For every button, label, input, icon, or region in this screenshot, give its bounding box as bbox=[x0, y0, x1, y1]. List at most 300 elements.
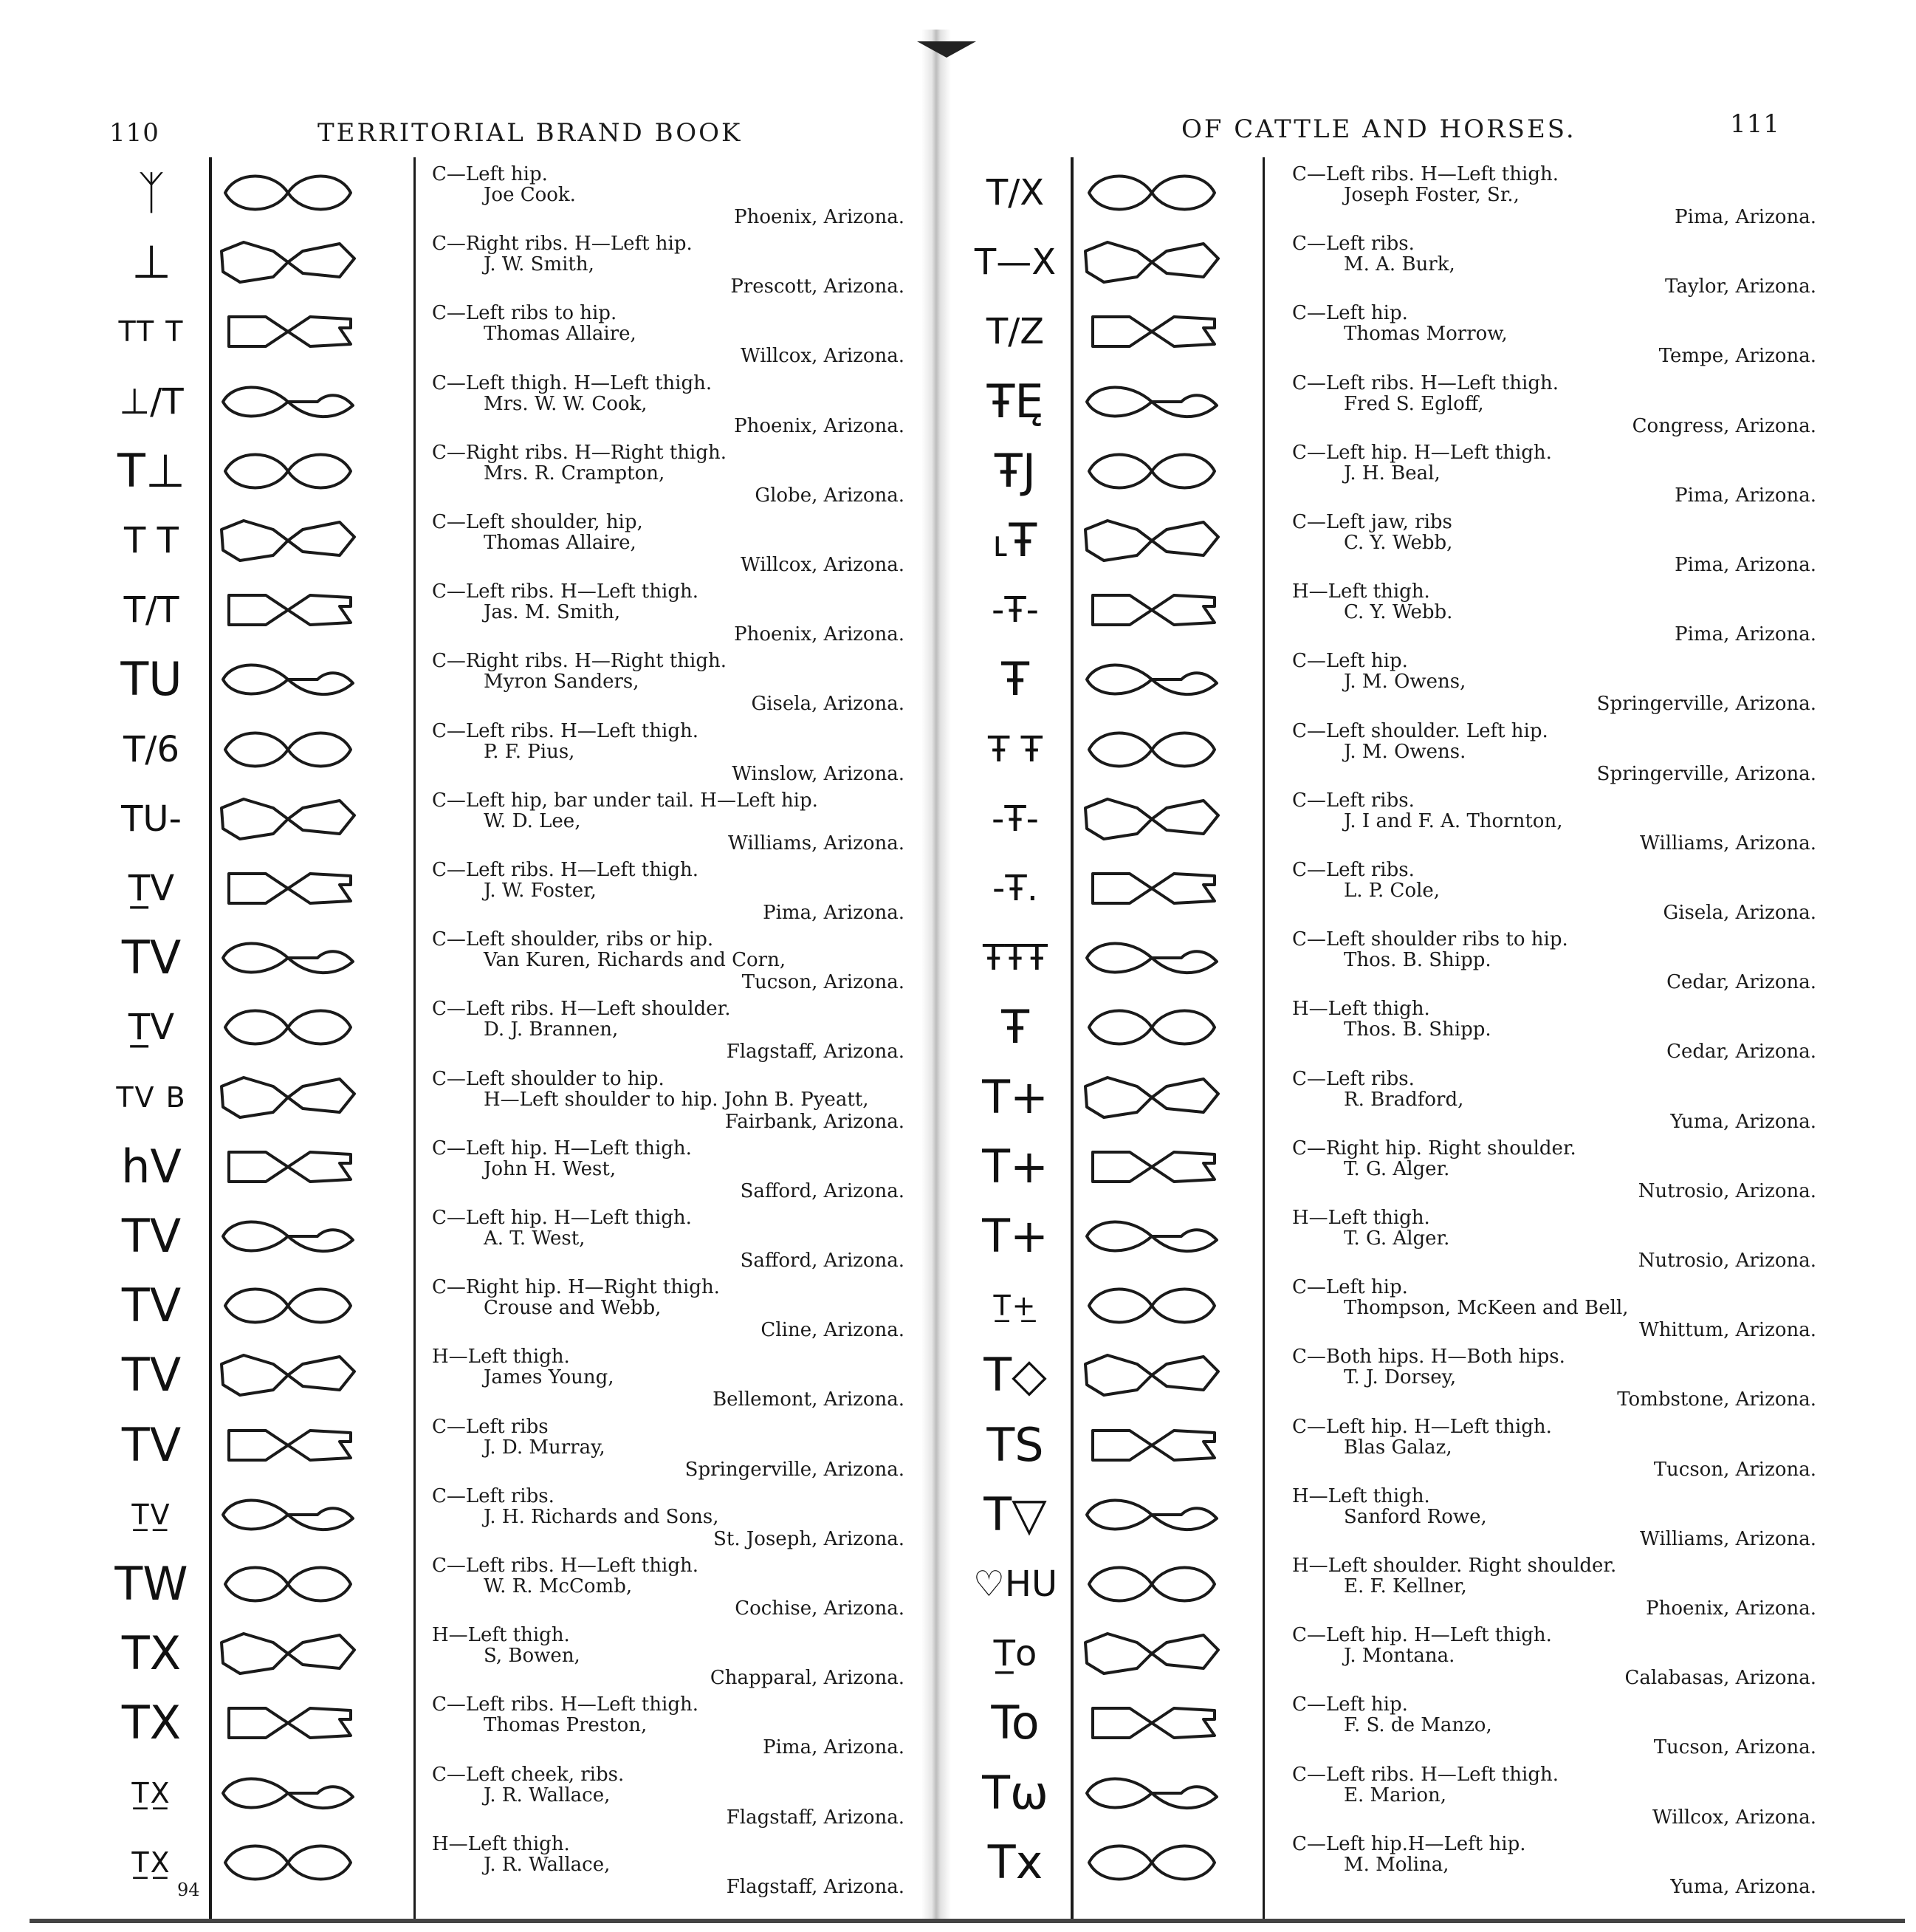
owner-location: Springerville, Arizona. bbox=[1596, 693, 1816, 716]
hide-diagram bbox=[214, 1489, 362, 1544]
owner-name: Myron Sanders, bbox=[484, 671, 639, 693]
mark-location: C—Left ribs. H—Left thigh. bbox=[1292, 163, 1559, 185]
brand-mark: TV bbox=[121, 1209, 182, 1263]
brand-entry bbox=[1292, 1834, 1816, 1903]
owner-name: J. I and F. A. Thornton, bbox=[1344, 809, 1563, 832]
owner-name: T. G. Alger. bbox=[1344, 1157, 1450, 1180]
brand-mark: T̲+̲ bbox=[993, 1289, 1037, 1323]
mark-location: H—Left thigh. bbox=[1292, 998, 1430, 1021]
owner-location: Pima, Arizona. bbox=[1675, 554, 1816, 576]
hide-diagram bbox=[214, 932, 362, 987]
brand-mark: TU- bbox=[121, 798, 182, 840]
brand-entry bbox=[1292, 1417, 1816, 1486]
owner-name: Joseph Foster, Sr., bbox=[1344, 184, 1520, 206]
owner-name: Mrs. R. Crampton, bbox=[484, 462, 665, 484]
brand-mark: ᛉ bbox=[137, 165, 165, 219]
owner-name: J. M. Owens, bbox=[1344, 671, 1466, 693]
owner-location: Flagstaff, Arizona. bbox=[726, 1875, 904, 1898]
hide-diagram bbox=[214, 1419, 362, 1474]
owner-name: Crouse and Webb, bbox=[484, 1297, 662, 1320]
owner-name: J. M. Owens. bbox=[1344, 740, 1466, 763]
brand-mark: T/T bbox=[123, 589, 179, 631]
brand-entry bbox=[432, 1834, 904, 1903]
owner-location: Phoenix, Arizona. bbox=[734, 206, 904, 228]
mark-location: C—Left ribs. H—Left thigh. bbox=[432, 859, 698, 881]
mark-location: C—Left ribs. H—Left thigh. bbox=[432, 1555, 698, 1577]
owner-name: Thompson, McKeen and Bell, bbox=[1344, 1297, 1629, 1320]
owner-location: Yuma, Arizona. bbox=[1670, 1875, 1816, 1898]
brand-entry bbox=[432, 651, 904, 720]
owner-location: Bellemont, Arizona. bbox=[713, 1388, 904, 1411]
mark-location: C—Left hip. H—Left thigh. bbox=[1292, 1415, 1552, 1438]
brand-mark: TV bbox=[121, 1278, 182, 1333]
owner-name: W. R. McComb, bbox=[484, 1575, 633, 1597]
owner-name: E. Marion, bbox=[1344, 1784, 1447, 1806]
owner-name: Thos. B. Shipp. bbox=[1344, 1018, 1491, 1041]
owner-name: J. W. Smith, bbox=[484, 253, 594, 276]
mark-location: H—Left shoulder. Right shoulder. bbox=[1292, 1555, 1617, 1577]
owner-name: A. T. West, bbox=[484, 1227, 586, 1250]
owner-location: Pima, Arizona. bbox=[1675, 623, 1816, 646]
mark-location: C—Left hip, bar under tail. H—Left hip. bbox=[432, 789, 818, 812]
hide-diagram bbox=[1078, 1558, 1226, 1613]
hide-diagram bbox=[214, 1141, 362, 1196]
owner-location: Globe, Arizona. bbox=[755, 484, 904, 507]
owner-name: F. S. de Manzo, bbox=[1344, 1714, 1492, 1737]
owner-name: P. F. Pius, bbox=[484, 740, 575, 763]
mark-location: C—Left ribs. H—Left thigh. bbox=[432, 1693, 698, 1716]
mark-location: C—Left hip.H—Left hip. bbox=[1292, 1832, 1526, 1855]
owner-name: T. G. Alger. bbox=[1344, 1227, 1450, 1250]
brand-mark: T+ bbox=[982, 1139, 1048, 1193]
brand-mark: T+ bbox=[982, 1209, 1048, 1263]
owner-location: Cedar, Arizona. bbox=[1666, 971, 1816, 994]
page-number-left: 110 bbox=[109, 118, 159, 148]
mark-location: C—Left ribs. H—Left thigh. bbox=[432, 719, 698, 742]
brand-entry bbox=[432, 790, 904, 860]
brand-mark: T̲V̲ bbox=[131, 1498, 171, 1531]
brand-mark: T̲o bbox=[993, 1633, 1037, 1675]
owner-location: Phoenix, Arizona. bbox=[1646, 1597, 1816, 1620]
owner-location: Safford, Arizona. bbox=[740, 1179, 904, 1202]
owner-location: Cline, Arizona. bbox=[760, 1319, 904, 1342]
mark-location: C—Right hip. H—Right thigh. bbox=[432, 1276, 720, 1299]
hide-diagram bbox=[1078, 1837, 1226, 1891]
hide-diagram bbox=[1078, 167, 1226, 222]
hide-diagram bbox=[214, 236, 362, 291]
hide-diagram bbox=[214, 1280, 362, 1335]
brand-entry bbox=[1292, 651, 1816, 720]
brand-mark: T/X bbox=[986, 172, 1045, 213]
owner-location: Willcox, Arizona. bbox=[1652, 1806, 1816, 1829]
brand-entry bbox=[1292, 860, 1816, 929]
mark-location: C—Left shoulder ribs to hip. bbox=[1292, 928, 1568, 951]
hide-diagram bbox=[214, 1697, 362, 1752]
owner-location: Safford, Arizona. bbox=[740, 1250, 904, 1272]
owner-name: H—Left shoulder to hip. John B. Pyeatt, bbox=[484, 1088, 869, 1111]
owner-name: Thomas Allaire, bbox=[484, 323, 636, 346]
owner-location: Willcox, Arizona. bbox=[740, 554, 904, 576]
brand-entry bbox=[432, 1208, 904, 1277]
owner-location: Phoenix, Arizona. bbox=[734, 623, 904, 646]
mark-location: C—Left thigh. H—Left thigh. bbox=[432, 371, 713, 394]
owner-location: Tombstone, Arizona. bbox=[1617, 1388, 1816, 1411]
hide-diagram bbox=[1078, 376, 1226, 431]
owner-location: Cedar, Arizona. bbox=[1666, 1041, 1816, 1063]
brand-entry bbox=[1292, 233, 1816, 303]
brand-entry bbox=[432, 1277, 904, 1346]
hide-diagram bbox=[1078, 932, 1226, 987]
owner-location: Nutrosio, Arizona. bbox=[1638, 1250, 1816, 1272]
brand-entry bbox=[432, 721, 904, 790]
owner-location: Springerville, Arizona. bbox=[1596, 762, 1816, 785]
mark-location: C—Left ribs. bbox=[1292, 1067, 1415, 1090]
brand-entry bbox=[1292, 1208, 1816, 1277]
hide-diagram bbox=[1078, 863, 1226, 917]
brand-mark: T̲V bbox=[128, 1007, 175, 1049]
mark-location: C—Left ribs. H—Left thigh. bbox=[1292, 1763, 1559, 1786]
owner-name: D. J. Brannen, bbox=[484, 1018, 619, 1041]
mark-location: C—Left ribs to hip. bbox=[432, 302, 617, 325]
hide-diagram bbox=[214, 515, 362, 569]
page-right bbox=[938, 0, 1916, 1932]
brand-mark: TU bbox=[120, 652, 182, 707]
hide-diagram bbox=[214, 445, 362, 500]
brand-mark: TX bbox=[121, 1626, 182, 1681]
brand-entry bbox=[1292, 1625, 1816, 1694]
brand-mark: T̲X̲ bbox=[131, 1776, 171, 1809]
owner-location: Pima, Arizona. bbox=[763, 1736, 904, 1759]
hide-diagram bbox=[214, 1210, 362, 1265]
mark-location: C—Left ribs. bbox=[1292, 859, 1415, 881]
brand-entry bbox=[1292, 1346, 1816, 1416]
hide-diagram bbox=[1078, 793, 1226, 848]
brand-entry bbox=[432, 1069, 904, 1138]
brand-entry bbox=[432, 164, 904, 233]
column-rule-brand bbox=[209, 157, 212, 1919]
brand-mark: T T bbox=[124, 520, 179, 561]
mark-location: C—Left cheek, ribs. bbox=[432, 1763, 625, 1786]
brand-entry bbox=[432, 1764, 904, 1834]
owner-name: J. H. Richards and Sons, bbox=[484, 1505, 719, 1528]
hide-diagram bbox=[1078, 306, 1226, 360]
brand-entry bbox=[432, 929, 904, 998]
brand-entry bbox=[1292, 512, 1816, 581]
mark-location: C—Left ribs. H—Left thigh. bbox=[432, 580, 698, 603]
mark-location: C—Left shoulder. Left hip. bbox=[1292, 719, 1548, 742]
hide-diagram bbox=[214, 1767, 362, 1822]
owner-location: Springerville, Arizona. bbox=[684, 1458, 904, 1481]
owner-location: Fairbank, Arizona. bbox=[724, 1110, 904, 1133]
owner-location: St. Joseph, Arizona. bbox=[713, 1527, 904, 1550]
brand-entry bbox=[1292, 442, 1816, 512]
owner-name: J. Montana. bbox=[1344, 1645, 1455, 1668]
brand-entry bbox=[432, 303, 904, 372]
hide-diagram bbox=[1078, 1767, 1226, 1822]
mark-location: H—Left thigh. bbox=[432, 1346, 570, 1368]
owner-location: Williams, Arizona. bbox=[1640, 832, 1816, 854]
mark-location: C—Right ribs. H—Right thigh. bbox=[432, 650, 727, 673]
hide-diagram bbox=[1078, 445, 1226, 500]
owner-name: M. A. Burk, bbox=[1344, 253, 1455, 276]
brand-mark: ŦJ bbox=[994, 443, 1037, 498]
owner-location: Flagstaff, Arizona. bbox=[726, 1806, 904, 1829]
hide-diagram bbox=[214, 306, 362, 360]
brand-entry bbox=[1292, 1277, 1816, 1346]
brand-mark: ˪Ŧ bbox=[993, 513, 1037, 567]
column-rule-text bbox=[1263, 157, 1265, 1919]
mark-location: C—Left hip. bbox=[1292, 302, 1408, 325]
mark-location: C—Left hip. bbox=[1292, 1276, 1408, 1299]
owner-name: James Young, bbox=[484, 1366, 614, 1389]
page-number-right: 111 bbox=[1730, 109, 1780, 139]
brand-mark: TV bbox=[121, 1417, 182, 1472]
hide-diagram bbox=[1078, 1419, 1226, 1474]
mark-location: C—Left hip. H—Left thigh. bbox=[1292, 1624, 1552, 1647]
brand-entry bbox=[432, 581, 904, 651]
owner-location: Prescott, Arizona. bbox=[730, 275, 904, 298]
owner-location: Nutrosio, Arizona. bbox=[1638, 1179, 1816, 1202]
owner-location: Cochise, Arizona. bbox=[735, 1597, 904, 1620]
brand-mark: Tx bbox=[987, 1835, 1043, 1889]
hide-diagram bbox=[214, 1001, 362, 1056]
mark-location: C—Left hip. H—Left thigh. bbox=[1292, 441, 1552, 464]
brand-mark: TV B bbox=[116, 1080, 187, 1114]
owner-name: Blas Galaz, bbox=[1344, 1436, 1452, 1459]
hide-diagram bbox=[214, 1349, 362, 1404]
brand-entry bbox=[432, 512, 904, 581]
brand-mark: T⊥ bbox=[117, 443, 185, 498]
brand-mark: T▽ bbox=[983, 1487, 1047, 1541]
brand-entry bbox=[1292, 1069, 1816, 1138]
owner-location: Congress, Arizona. bbox=[1632, 414, 1816, 437]
brand-entry bbox=[1292, 998, 1816, 1068]
brand-entry bbox=[1292, 581, 1816, 651]
brand-mark: TW bbox=[114, 1557, 188, 1611]
brand-mark: TS bbox=[986, 1417, 1044, 1472]
owner-name: R. Bradford, bbox=[1344, 1088, 1464, 1111]
mark-location: C—Left ribs. bbox=[432, 1484, 554, 1507]
owner-location: Taylor, Arizona. bbox=[1665, 275, 1816, 298]
brand-entry bbox=[432, 1138, 904, 1208]
owner-location: Gisela, Arizona. bbox=[1663, 902, 1816, 924]
brand-entry bbox=[1292, 1764, 1816, 1834]
brand-mark: Tω bbox=[982, 1765, 1048, 1820]
owner-location: Tucson, Arizona. bbox=[741, 971, 904, 994]
brand-entry bbox=[1292, 1486, 1816, 1555]
mark-location: H—Left thigh. bbox=[1292, 580, 1430, 603]
owner-location: Phoenix, Arizona. bbox=[734, 414, 904, 437]
hide-diagram bbox=[214, 167, 362, 222]
brand-mark: ŦĘ bbox=[986, 374, 1044, 428]
hide-diagram bbox=[214, 1072, 362, 1126]
brand-entry bbox=[432, 1346, 904, 1416]
brand-mark: TT T bbox=[118, 315, 185, 349]
owner-name: M. Molina, bbox=[1344, 1853, 1449, 1876]
mark-location: C—Left hip. bbox=[1292, 1693, 1408, 1716]
brand-mark: TV bbox=[121, 931, 182, 985]
owner-location: Pima, Arizona. bbox=[1675, 206, 1816, 228]
owner-location: Chapparal, Arizona. bbox=[710, 1667, 904, 1690]
hide-diagram bbox=[214, 1628, 362, 1682]
brand-entry bbox=[1292, 1555, 1816, 1625]
column-rule-text bbox=[413, 157, 416, 1919]
hide-diagram bbox=[1078, 1210, 1226, 1265]
brand-entry bbox=[432, 373, 904, 442]
hide-diagram bbox=[1078, 1489, 1226, 1544]
brand-entry bbox=[1292, 1138, 1816, 1208]
owner-name: Thos. B. Shipp. bbox=[1344, 949, 1491, 972]
owner-name: L. P. Cole, bbox=[1344, 880, 1441, 902]
owner-location: Willcox, Arizona. bbox=[740, 345, 904, 368]
hide-diagram bbox=[1078, 1072, 1226, 1126]
owner-name: Van Kuren, Richards and Corn, bbox=[484, 949, 786, 972]
hide-diagram bbox=[214, 654, 362, 708]
owner-name: Mrs. W. W. Cook, bbox=[484, 392, 648, 415]
hide-diagram bbox=[214, 724, 362, 778]
brand-entry bbox=[432, 1555, 904, 1625]
brand-entry bbox=[432, 998, 904, 1068]
mark-location: C—Both hips. H—Both hips. bbox=[1292, 1346, 1565, 1368]
owner-name: Thomas Allaire, bbox=[484, 532, 636, 554]
brand-entry bbox=[1292, 164, 1816, 233]
owner-location: Flagstaff, Arizona. bbox=[726, 1041, 904, 1063]
brand-mark: ŦŦŦ bbox=[983, 937, 1048, 979]
brand-entry bbox=[432, 233, 904, 303]
brand-mark: Ŧ bbox=[1001, 1000, 1029, 1055]
mark-location: C—Left ribs bbox=[432, 1415, 549, 1438]
owner-name: J. W. Foster, bbox=[484, 880, 597, 902]
owner-name: J. R. Wallace, bbox=[484, 1784, 611, 1806]
brand-entry bbox=[432, 1486, 904, 1555]
owner-location: Williams, Arizona. bbox=[1640, 1527, 1816, 1550]
owner-location: Calabasas, Arizona. bbox=[1624, 1667, 1816, 1690]
mark-location: C—Right ribs. H—Right thigh. bbox=[432, 441, 727, 464]
owner-name: J. D. Murray, bbox=[484, 1436, 605, 1459]
owner-name: Joe Cook. bbox=[484, 184, 576, 206]
owner-name: Jas. M. Smith, bbox=[484, 601, 621, 624]
brand-mark: TX bbox=[121, 1696, 182, 1750]
owner-name: E. F. Kellner, bbox=[1344, 1575, 1467, 1597]
brand-entry bbox=[1292, 373, 1816, 442]
brand-entry bbox=[432, 860, 904, 929]
brand-mark: ⊥/T bbox=[119, 380, 184, 422]
mark-location: H—Left thigh. bbox=[432, 1624, 570, 1647]
mark-location: C—Left shoulder to hip. bbox=[432, 1067, 665, 1090]
mark-location: C—Left ribs. bbox=[1292, 789, 1415, 812]
owner-name: Thomas Morrow, bbox=[1344, 323, 1508, 346]
brand-mark: Ŧ bbox=[1001, 652, 1029, 707]
hide-diagram bbox=[1078, 1628, 1226, 1682]
brand-mark: Ŧ Ŧ bbox=[988, 728, 1043, 770]
brand-entry bbox=[432, 1417, 904, 1486]
hide-diagram bbox=[214, 793, 362, 848]
owner-name: Fred S. Egloff, bbox=[1344, 392, 1484, 415]
brand-entry bbox=[432, 1625, 904, 1694]
brand-entry bbox=[1292, 303, 1816, 372]
owner-location: Winslow, Arizona. bbox=[732, 762, 904, 785]
hide-diagram bbox=[1078, 724, 1226, 778]
owner-name: J. H. Beal, bbox=[1344, 462, 1441, 484]
hide-diagram bbox=[1078, 236, 1226, 291]
mark-location: C—Left jaw, ribs bbox=[1292, 511, 1452, 533]
owner-name: C. Y. Webb, bbox=[1344, 532, 1453, 554]
mark-location: C—Left hip. bbox=[1292, 650, 1408, 673]
page-left bbox=[0, 0, 938, 1932]
brand-entry bbox=[432, 442, 904, 512]
mark-location: C—Left ribs. H—Left shoulder. bbox=[432, 998, 731, 1021]
mark-location: C—Left ribs. bbox=[1292, 233, 1415, 256]
hide-diagram bbox=[214, 1837, 362, 1891]
brand-mark: TV bbox=[121, 1348, 182, 1402]
owner-location: Tucson, Arizona. bbox=[1653, 1458, 1816, 1481]
owner-name: T. J. Dorsey, bbox=[1344, 1366, 1457, 1389]
hide-diagram bbox=[1078, 1349, 1226, 1404]
brand-mark: T+ bbox=[982, 1069, 1048, 1124]
owner-name: C. Y. Webb. bbox=[1344, 601, 1453, 624]
mark-location: C—Left shoulder, hip, bbox=[432, 511, 643, 533]
hide-diagram bbox=[214, 584, 362, 639]
brand-mark: ⊥ bbox=[131, 235, 171, 290]
brand-mark: T/6 bbox=[123, 728, 180, 770]
owner-name: J. R. Wallace, bbox=[484, 1853, 611, 1876]
mark-location: C—Left hip. H—Left thigh. bbox=[432, 1207, 692, 1229]
column-rule-brand bbox=[1071, 157, 1074, 1919]
mark-location: C—Right ribs. H—Left hip. bbox=[432, 233, 693, 256]
hide-diagram bbox=[1078, 1697, 1226, 1752]
brand-entry bbox=[1292, 1694, 1816, 1764]
owner-location: Pima, Arizona. bbox=[763, 902, 904, 924]
hide-diagram bbox=[1078, 1001, 1226, 1056]
brand-mark: -Ŧ- bbox=[992, 798, 1039, 840]
brand-entry bbox=[432, 1694, 904, 1764]
brand-mark: T—X bbox=[974, 242, 1057, 284]
brand-mark: T̲V bbox=[128, 868, 175, 909]
brand-mark: hV bbox=[121, 1139, 182, 1193]
mark-location: H—Left thigh. bbox=[1292, 1207, 1430, 1229]
hide-diagram bbox=[214, 376, 362, 431]
owner-location: Tempe, Arizona. bbox=[1658, 345, 1816, 368]
brand-mark: ♡HU bbox=[972, 1563, 1058, 1605]
mark-location: C—Left shoulder, ribs or hip. bbox=[432, 928, 714, 951]
brand-mark: T̲X̲ bbox=[131, 1846, 171, 1879]
mark-location: C—Right hip. Right shoulder. bbox=[1292, 1137, 1576, 1159]
owner-name: Sanford Rowe, bbox=[1344, 1505, 1487, 1528]
mark-location: H—Left thigh. bbox=[1292, 1484, 1430, 1507]
hide-diagram bbox=[1078, 515, 1226, 569]
hide-diagram bbox=[1078, 654, 1226, 708]
brand-mark: -Ŧ- bbox=[992, 589, 1039, 631]
footnote-mark: 94 bbox=[177, 1880, 200, 1900]
hide-diagram bbox=[214, 863, 362, 917]
brand-entry bbox=[1292, 790, 1816, 860]
owner-location: Tucson, Arizona. bbox=[1653, 1736, 1816, 1759]
brand-entry bbox=[1292, 721, 1816, 790]
brand-mark: T/Z bbox=[986, 311, 1045, 353]
owner-name: S, Bowen, bbox=[484, 1645, 580, 1668]
hide-diagram bbox=[1078, 1280, 1226, 1335]
owner-name: John H. West, bbox=[484, 1157, 617, 1180]
mark-location: H—Left thigh. bbox=[432, 1832, 570, 1855]
mark-location: C—Left ribs. H—Left thigh. bbox=[1292, 371, 1559, 394]
hide-diagram bbox=[1078, 584, 1226, 639]
running-head-left: TERRITORIAL BRAND BOOK bbox=[317, 118, 743, 148]
brand-mark: To bbox=[991, 1696, 1040, 1750]
mark-location: C—Left hip. H—Left thigh. bbox=[432, 1137, 692, 1159]
owner-location: Yuma, Arizona. bbox=[1670, 1110, 1816, 1133]
owner-location: Williams, Arizona. bbox=[728, 832, 904, 854]
owner-location: Pima, Arizona. bbox=[1675, 484, 1816, 507]
